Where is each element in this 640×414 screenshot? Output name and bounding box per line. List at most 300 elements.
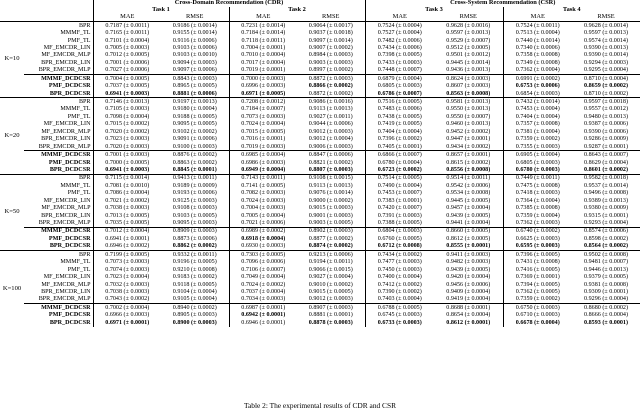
metric-cell: 0.7340 (± 0.0006) bbox=[503, 44, 572, 51]
metric-cell: 0.7004 (± 0.0005) bbox=[93, 75, 161, 83]
metric-cell: 0.9581 (± 0.0013) bbox=[434, 98, 503, 106]
metric-cell: 0.6788 (± 0.0005) bbox=[365, 304, 434, 312]
method-name: BPR_DCDCSR bbox=[49, 319, 91, 326]
metric-cell: 0.8624 (± 0.0003) bbox=[434, 75, 503, 83]
metric-cell: 0.9628 (± 0.0016) bbox=[434, 22, 503, 30]
header-metric: MAE bbox=[365, 14, 434, 22]
metric-cell: 0.8710 (± 0.0004) bbox=[572, 75, 640, 83]
table-row bbox=[0, 37, 640, 44]
method-name: MMMF_DCDCSR bbox=[24, 227, 93, 235]
table-row bbox=[0, 174, 640, 182]
table-row bbox=[0, 319, 640, 326]
table-row bbox=[0, 296, 640, 304]
metric-cell: 0.7357 (± 0.0008) bbox=[503, 121, 572, 128]
metric-cell: 0.7043 (± 0.0002) bbox=[93, 296, 161, 304]
metric-cell: 0.9097 (± 0.0014) bbox=[308, 37, 353, 44]
metric-cell: 0.7000 (± 0.0003) bbox=[229, 75, 297, 83]
metric-cell: 0.9514 (± 0.0011) bbox=[434, 174, 503, 182]
metric-cell: 0.7015 (± 0.0005) bbox=[229, 128, 297, 135]
metric-cell: 0.9502 (± 0.0008) bbox=[572, 251, 640, 259]
metric-cell: 0.7490 (± 0.0004) bbox=[365, 182, 434, 189]
metric-cell: 0.9100 (± 0.0003) bbox=[172, 143, 217, 150]
metric-cell: 0.9381 (± 0.0008) bbox=[584, 281, 628, 288]
metric-cell: 0.9104 (± 0.0004) bbox=[172, 288, 217, 295]
metric-cell: 0.6866 (± 0.0007) bbox=[365, 151, 434, 159]
table-row bbox=[0, 121, 640, 128]
metric-cell: 0.7105 (± 0.0003) bbox=[93, 106, 161, 113]
metric-cell: 0.7396 (± 0.0002) bbox=[365, 136, 434, 143]
method-name: MF_EMCDR_LIN bbox=[43, 274, 91, 281]
metric-cell: 0.6949 (± 0.0004) bbox=[229, 166, 297, 174]
metric-cell: 0.6678 (± 0.0004) bbox=[503, 319, 572, 326]
table-row bbox=[0, 44, 640, 51]
metric-cell: 0.9537 (± 0.0014) bbox=[584, 182, 628, 189]
metric-cell: 0.7359 (± 0.0002) bbox=[503, 296, 572, 304]
table-row bbox=[0, 113, 640, 120]
table-row bbox=[0, 273, 640, 280]
method-name: MMMF_TL bbox=[60, 182, 91, 189]
metric-cell: 0.7118 (± 0.0011) bbox=[229, 37, 297, 44]
metric-cell: 0.7023 (± 0.0004) bbox=[93, 273, 161, 280]
metric-cell: 0.9076 (± 0.0014) bbox=[308, 190, 353, 197]
metric-cell: 0.7002 (± 0.0004) bbox=[93, 304, 161, 312]
metric-cell: 0.7017 (± 0.0004) bbox=[229, 59, 297, 66]
metric-cell: 0.7037 (± 0.0004) bbox=[229, 288, 297, 295]
metric-cell: 0.7106 (± 0.0007) bbox=[229, 266, 297, 273]
metric-cell: 0.9550 (± 0.0007) bbox=[446, 113, 491, 120]
metric-cell: 0.6753 (± 0.0006) bbox=[503, 83, 572, 90]
metric-cell: 0.6930 (± 0.0003) bbox=[229, 243, 297, 251]
metric-cell: 0.7038 (± 0.0003) bbox=[93, 288, 161, 295]
metric-cell: 0.9012 (± 0.0003) bbox=[308, 128, 353, 135]
method-name: MF_EMCDR_MLP bbox=[41, 52, 91, 59]
metric-cell: 0.9434 (± 0.0002) bbox=[446, 143, 491, 150]
metric-cell: 0.6805 (± 0.0003) bbox=[365, 83, 434, 90]
method-name: MF_EMCDR_LIN bbox=[43, 121, 91, 128]
metric-cell: 0.9027 (± 0.0004) bbox=[308, 274, 353, 281]
metric-cell: 0.7398 (± 0.0005) bbox=[365, 52, 434, 59]
method-name: PMF_TL bbox=[67, 190, 91, 197]
metric-cell: 0.7431 (± 0.0008) bbox=[503, 259, 572, 266]
metric-cell: 0.8876 (± 0.0002) bbox=[161, 151, 229, 159]
method-name: MF_EMCDR_LIN bbox=[43, 44, 91, 51]
metric-cell: 0.7208 (± 0.0012) bbox=[229, 98, 297, 106]
metric-cell: 0.6750 (± 0.0003) bbox=[503, 304, 572, 312]
metric-cell: 0.7005 (± 0.0004) bbox=[229, 212, 297, 219]
metric-cell: 0.7362 (± 0.0005) bbox=[503, 288, 572, 295]
metric-cell: 0.7020 (± 0.0002) bbox=[93, 128, 161, 135]
metric-cell: 0.8556 (± 0.0008) bbox=[446, 166, 491, 173]
metric-cell: 0.8909 (± 0.0003) bbox=[161, 227, 229, 235]
method-name: PMF_DCDCSR bbox=[48, 312, 91, 319]
table-row bbox=[0, 288, 640, 295]
metric-cell: 0.8612 (± 0.0001) bbox=[446, 319, 491, 326]
metric-cell: 0.7034 (± 0.0003) bbox=[229, 296, 297, 304]
metric-cell: 0.6987 (± 0.0001) bbox=[229, 304, 297, 312]
metric-cell: 0.7049 (± 0.0004) bbox=[229, 273, 297, 280]
metric-cell: 0.7074 (± 0.0003) bbox=[93, 266, 161, 273]
metric-cell: 0.8654 (± 0.0004) bbox=[446, 312, 491, 319]
table-row bbox=[0, 190, 640, 197]
metric-cell: 0.9103 (± 0.0010) bbox=[172, 52, 217, 59]
metric-cell: 0.9183 (± 0.0002) bbox=[172, 274, 217, 281]
metric-cell: 0.6941 (± 0.0003) bbox=[93, 90, 161, 98]
metric-cell: 0.7184 (± 0.0007) bbox=[229, 106, 297, 113]
metric-cell: 0.9064 (± 0.0017) bbox=[297, 22, 365, 30]
method-name: BPR_EMCDR_LIN bbox=[41, 212, 91, 219]
metric-cell: 0.7355 (± 0.0003) bbox=[503, 143, 572, 151]
method-name: BPR_EMCDR_MLP bbox=[38, 296, 91, 303]
table-row bbox=[0, 98, 640, 106]
header-task-4: Task 4 bbox=[503, 7, 640, 14]
table-row bbox=[0, 251, 640, 259]
table-row bbox=[0, 67, 640, 75]
metric-cell: 0.8878 (± 0.0003) bbox=[308, 319, 353, 326]
method-name: BPR bbox=[24, 98, 93, 106]
metric-cell: 0.7143 (± 0.0011) bbox=[229, 174, 297, 182]
metric-cell: 0.9037 (± 0.0018) bbox=[308, 30, 353, 37]
table-row bbox=[0, 182, 640, 189]
metric-cell: 0.9113 (± 0.0013) bbox=[308, 182, 353, 189]
metric-cell: 0.8574 (± 0.0006) bbox=[572, 227, 640, 235]
metric-cell: 0.9097 (± 0.0006) bbox=[172, 67, 217, 74]
metric-cell: 0.7449 (± 0.0011) bbox=[503, 174, 572, 182]
metric-cell: 0.9103 (± 0.0005) bbox=[172, 212, 217, 219]
metric-cell: 0.9066 (± 0.0015) bbox=[308, 266, 353, 273]
metric-cell: 0.9413 (± 0.0011) bbox=[161, 174, 229, 182]
metric-cell: 0.9103 (± 0.0006) bbox=[172, 44, 217, 51]
method-name: MMMF_TL bbox=[60, 259, 91, 266]
metric-cell: 0.9550 (± 0.0013) bbox=[446, 106, 491, 113]
metric-cell: 0.7513 (± 0.0004) bbox=[503, 29, 572, 36]
metric-cell: 0.9557 (± 0.0012) bbox=[584, 106, 628, 113]
metric-cell: 0.6595 (± 0.0003) bbox=[503, 243, 572, 251]
metric-cell: 0.9411 (± 0.0003) bbox=[434, 251, 503, 259]
method-name: MMMF_DCDCSR bbox=[24, 75, 93, 83]
metric-cell: 0.8843 (± 0.0003) bbox=[161, 75, 229, 83]
metric-cell: 0.9542 (± 0.0006) bbox=[446, 182, 491, 189]
header-metric: RMSE bbox=[186, 14, 204, 21]
header-cdr: Cross-Domain Recommendation (CDR) bbox=[93, 0, 365, 7]
table-row bbox=[0, 304, 640, 312]
table-row bbox=[0, 243, 640, 251]
table-row bbox=[0, 197, 640, 204]
metric-cell: 0.7440 (± 0.0014) bbox=[503, 37, 572, 44]
header-task-2: Task 2 bbox=[229, 7, 365, 14]
metric-cell: 0.8598 (± 0.0002) bbox=[584, 235, 628, 242]
table-row bbox=[0, 235, 640, 242]
metric-cell: 0.9452 (± 0.0002) bbox=[446, 128, 491, 135]
metric-cell: 0.9105 (± 0.0004) bbox=[172, 296, 217, 303]
metric-cell: 0.7073 (± 0.0003) bbox=[93, 259, 161, 266]
metric-cell: 0.9116 (± 0.0006) bbox=[172, 37, 217, 44]
metric-cell: 0.6989 (± 0.0002) bbox=[229, 227, 297, 235]
table-row bbox=[0, 143, 640, 151]
metric-cell: 0.9574 (± 0.0014) bbox=[584, 37, 628, 44]
metric-cell: 0.7021 (± 0.0006) bbox=[229, 219, 297, 227]
table-row bbox=[0, 166, 640, 174]
table-row bbox=[0, 227, 640, 235]
metric-cell: 0.9095 (± 0.0005) bbox=[172, 121, 217, 128]
metric-cell: 0.7391 (± 0.0003) bbox=[365, 212, 434, 219]
method-name: MMMF_TL bbox=[60, 30, 91, 37]
metric-cell: 0.8807 (± 0.0003) bbox=[308, 166, 353, 173]
method-name: PMF_DCDCSR bbox=[48, 159, 91, 166]
metric-cell: 0.9194 (± 0.0011) bbox=[308, 259, 353, 266]
method-name: BPR_EMCDR_MLP bbox=[38, 143, 91, 150]
metric-cell: 0.7019 (± 0.0001) bbox=[229, 67, 297, 75]
method-name: BPR_DCDCSR bbox=[49, 166, 91, 173]
metric-cell: 0.7013 (± 0.0005) bbox=[93, 212, 161, 219]
metric-cell: 0.9118 (± 0.0005) bbox=[172, 281, 217, 288]
metric-cell: 0.6745 (± 0.0003) bbox=[365, 312, 434, 319]
metric-cell: 0.8710 (± 0.0002) bbox=[584, 90, 628, 97]
table-row bbox=[0, 259, 640, 266]
metric-cell: 0.7027 (± 0.0006) bbox=[93, 67, 161, 75]
method-name: BPR bbox=[24, 22, 93, 30]
metric-cell: 0.7024 (± 0.0004) bbox=[229, 121, 297, 128]
metric-cell: 0.6941 (± 0.0003) bbox=[93, 166, 161, 174]
metric-cell: 0.6804 (± 0.0003) bbox=[365, 227, 434, 235]
metric-cell: 0.8601 (± 0.0002) bbox=[584, 166, 628, 173]
metric-cell: 0.7037 (± 0.0005) bbox=[93, 83, 161, 90]
metric-cell: 0.6780 (± 0.0004) bbox=[365, 159, 434, 166]
table-row bbox=[0, 75, 640, 83]
metric-cell: 0.7405 (± 0.0001) bbox=[365, 143, 434, 151]
metric-cell: 0.7448 (± 0.0007) bbox=[365, 67, 434, 75]
metric-cell: 0.7004 (± 0.0001) bbox=[229, 44, 297, 51]
metric-cell: 0.9293 (± 0.0004) bbox=[584, 220, 628, 227]
metric-cell: 0.7021 (± 0.0002) bbox=[93, 197, 161, 204]
metric-cell: 0.9180 (± 0.0004) bbox=[172, 106, 217, 113]
metric-cell: 0.8657 (± 0.0001) bbox=[434, 151, 503, 159]
metric-cell: 0.9496 (± 0.0008) bbox=[584, 190, 628, 197]
metric-cell: 0.8902 (± 0.0003) bbox=[297, 227, 365, 235]
metric-cell: 0.8872 (± 0.0003) bbox=[297, 75, 365, 83]
metric-cell: 0.9441 (± 0.0004) bbox=[446, 220, 491, 227]
metric-cell: 0.8666 (± 0.0004) bbox=[584, 312, 628, 319]
header-metric: RMSE bbox=[322, 14, 340, 21]
metric-cell: 0.9296 (± 0.0004) bbox=[584, 296, 628, 303]
method-name: PMF_DCDCSR bbox=[48, 83, 91, 90]
metric-cell: 0.9390 (± 0.0014) bbox=[584, 52, 628, 59]
metric-cell: 0.7015 (± 0.0002) bbox=[93, 121, 161, 128]
k-label: K=100 bbox=[0, 251, 24, 327]
metric-cell: 0.9010 (± 0.0002) bbox=[308, 281, 353, 288]
metric-cell: 0.7453 (± 0.0004) bbox=[503, 106, 572, 113]
metric-cell: 0.7032 (± 0.0003) bbox=[93, 281, 161, 288]
metric-cell: 0.7187 (± 0.0011) bbox=[93, 22, 161, 30]
metric-cell: 0.9332 (± 0.0011) bbox=[161, 251, 229, 259]
metric-cell: 0.6786 (± 0.0007) bbox=[365, 90, 434, 98]
metric-cell: 0.9294 (± 0.0003) bbox=[584, 59, 628, 66]
metric-cell: 0.7012 (± 0.0005) bbox=[93, 52, 161, 59]
metric-cell: 0.7303 (± 0.0005) bbox=[229, 251, 297, 259]
metric-cell: 0.6971 (± 0.0001) bbox=[93, 319, 161, 326]
method-name: MMMF_TL bbox=[60, 106, 91, 113]
method-name: MMMF_DCDCSR bbox=[24, 304, 93, 312]
metric-cell: 0.9582 (± 0.0018) bbox=[572, 174, 640, 182]
metric-cell: 0.7475 (± 0.0008) bbox=[503, 182, 572, 189]
metric-cell: 0.8881 (± 0.0001) bbox=[308, 312, 353, 319]
metric-cell: 0.9390 (± 0.0006) bbox=[584, 128, 628, 135]
metric-cell: 0.9534 (± 0.0008) bbox=[446, 190, 491, 197]
metric-cell: 0.7081 (± 0.0010) bbox=[93, 182, 161, 189]
metric-cell: 0.8873 (± 0.0006) bbox=[172, 235, 217, 242]
method-name: BPR_DCDCSR bbox=[49, 90, 91, 97]
metric-cell: 0.9456 (± 0.0006) bbox=[446, 281, 491, 288]
metric-cell: 0.6712 (± 0.0008) bbox=[365, 243, 434, 251]
metric-cell: 0.8862 (± 0.0002) bbox=[172, 243, 217, 250]
header-metric: RMSE bbox=[459, 14, 477, 21]
metric-cell: 0.9003 (± 0.0005) bbox=[308, 220, 353, 227]
table-row bbox=[0, 159, 640, 166]
method-name: MF_EMCDR_MLP bbox=[41, 205, 91, 212]
metric-cell: 0.9390 (± 0.0013) bbox=[584, 44, 628, 51]
metric-cell: 0.8615 (± 0.0002) bbox=[446, 159, 491, 166]
metric-cell: 0.9155 (± 0.0014) bbox=[172, 30, 217, 37]
metric-cell: 0.7359 (± 0.0004) bbox=[503, 212, 572, 219]
method-name: PMF_TL bbox=[67, 113, 91, 120]
metric-cell: 0.9210 (± 0.0008) bbox=[172, 266, 217, 273]
metric-cell: 0.7524 (± 0.0011) bbox=[503, 22, 572, 30]
metric-cell: 0.7420 (± 0.0007) bbox=[365, 205, 434, 212]
header-task-3: Task 3 bbox=[365, 7, 503, 14]
metric-cell: 0.9420 (± 0.0004) bbox=[446, 274, 491, 281]
metric-cell: 0.7004 (± 0.0003) bbox=[229, 205, 297, 212]
metric-cell: 0.9439 (± 0.0005) bbox=[446, 266, 491, 273]
metric-cell: 0.9460 (± 0.0013) bbox=[446, 121, 491, 128]
method-name: MF_EMCDR_LIN bbox=[43, 197, 91, 204]
metric-cell: 0.7019 (± 0.0003) bbox=[229, 143, 297, 151]
method-name: PMF_TL bbox=[67, 37, 91, 44]
metric-cell: 0.7524 (± 0.0004) bbox=[365, 22, 434, 30]
metric-cell: 0.7400 (± 0.0004) bbox=[365, 273, 434, 280]
metric-cell: 0.9389 (± 0.0013) bbox=[584, 197, 628, 204]
metric-cell: 0.6985 (± 0.0004) bbox=[229, 151, 297, 159]
method-name: PMF_TL bbox=[67, 266, 91, 273]
metric-cell: 0.9380 (± 0.0009) bbox=[584, 205, 628, 212]
metric-cell: 0.6740 (± 0.0002) bbox=[503, 227, 572, 235]
metric-cell: 0.7369 (± 0.0001) bbox=[503, 273, 572, 280]
metric-cell: 0.7477 (± 0.0003) bbox=[365, 259, 434, 266]
metric-cell: 0.9439 (± 0.0005) bbox=[446, 212, 491, 219]
metric-cell: 0.7432 (± 0.0014) bbox=[503, 98, 572, 106]
metric-cell: 0.9012 (± 0.0004) bbox=[308, 136, 353, 143]
metric-cell: 0.7038 (± 0.0003) bbox=[93, 205, 161, 212]
metric-cell: 0.9186 (± 0.0014) bbox=[161, 22, 229, 30]
metric-cell: 0.9015 (± 0.0003) bbox=[308, 205, 353, 212]
table-row bbox=[0, 83, 640, 90]
metric-cell: 0.9436 (± 0.0013) bbox=[446, 67, 491, 74]
metric-cell: 0.9445 (± 0.0005) bbox=[446, 197, 491, 204]
table-caption: Table 2: The experimental results of CDR and CSR bbox=[243, 401, 397, 410]
metric-cell: 0.7199 (± 0.0005) bbox=[93, 251, 161, 259]
metric-cell: 0.9108 (± 0.0003) bbox=[172, 205, 217, 212]
metric-cell: 0.8643 (± 0.0007) bbox=[572, 151, 640, 159]
metric-cell: 0.9044 (± 0.0006) bbox=[308, 121, 353, 128]
metric-cell: 0.7453 (± 0.0007) bbox=[365, 190, 434, 197]
k-label: K=50 bbox=[0, 174, 24, 250]
metric-cell: 0.8874 (± 0.0002) bbox=[308, 243, 353, 250]
metric-cell: 0.7086 (± 0.0004) bbox=[93, 190, 161, 197]
metric-cell: 0.7450 (± 0.0003) bbox=[365, 266, 434, 273]
metric-cell: 0.7433 (± 0.0003) bbox=[365, 59, 434, 66]
metric-cell: 0.9102 (± 0.0002) bbox=[172, 128, 217, 135]
table-row bbox=[0, 136, 640, 143]
metric-cell: 0.8555 (± 0.0001) bbox=[446, 243, 491, 250]
metric-cell: 0.7419 (± 0.0005) bbox=[365, 121, 434, 128]
metric-cell: 0.8900 (± 0.0003) bbox=[172, 319, 217, 326]
metric-cell: 0.7073 (± 0.0003) bbox=[229, 113, 297, 120]
metric-cell: 0.8629 (± 0.0004) bbox=[584, 159, 628, 166]
metric-cell: 0.9196 (± 0.0005) bbox=[172, 259, 217, 266]
metric-cell: 0.8593 (± 0.0001) bbox=[584, 319, 628, 326]
metric-cell: 0.7434 (± 0.0006) bbox=[365, 44, 434, 51]
table-row bbox=[0, 90, 640, 98]
metric-cell: 0.9189 (± 0.0009) bbox=[172, 182, 217, 189]
metric-cell: 0.9003 (± 0.0003) bbox=[308, 59, 353, 66]
table-row bbox=[0, 151, 640, 159]
metric-cell: 0.7035 (± 0.0005) bbox=[93, 219, 161, 227]
metric-cell: 0.9597 (± 0.0018) bbox=[572, 98, 640, 106]
metric-cell: 0.7000 (± 0.0005) bbox=[93, 159, 161, 166]
metric-cell: 0.7403 (± 0.0004) bbox=[365, 296, 434, 304]
method-name: BPR_EMCDR_MLP bbox=[38, 67, 91, 74]
metric-cell: 0.8907 (± 0.0003) bbox=[297, 304, 365, 312]
metric-cell: 0.9628 (± 0.0014) bbox=[572, 22, 640, 30]
metric-cell: 0.9529 (± 0.0007) bbox=[446, 37, 491, 44]
header-task-1: Task 1 bbox=[93, 7, 229, 14]
metric-cell: 0.7514 (± 0.0005) bbox=[365, 174, 434, 182]
metric-cell: 0.8965 (± 0.0005) bbox=[172, 83, 217, 90]
metric-cell: 0.7381 (± 0.0004) bbox=[503, 128, 572, 135]
metric-cell: 0.9445 (± 0.0014) bbox=[446, 59, 491, 66]
metric-cell: 0.7359 (± 0.0002) bbox=[503, 136, 572, 143]
metric-cell: 0.9188 (± 0.0005) bbox=[172, 113, 217, 120]
metric-cell: 0.8660 (± 0.0005) bbox=[434, 227, 503, 235]
metric-cell: 0.7082 (± 0.0003) bbox=[229, 190, 297, 197]
metric-cell: 0.7184 (± 0.0014) bbox=[229, 29, 297, 36]
method-name: BPR_EMCDR_LIN bbox=[41, 59, 91, 66]
metric-cell: 0.7098 (± 0.0004) bbox=[93, 113, 161, 120]
metric-cell: 0.7023 (± 0.0003) bbox=[93, 136, 161, 143]
k-label: K=20 bbox=[0, 98, 24, 174]
metric-cell: 0.6996 (± 0.0003) bbox=[229, 83, 297, 90]
metric-cell: 0.9295 (± 0.0004) bbox=[584, 67, 628, 74]
metric-cell: 0.9015 (± 0.0005) bbox=[308, 288, 353, 295]
header-metric: RMSE bbox=[597, 14, 615, 21]
metric-cell: 0.7412 (± 0.0002) bbox=[365, 281, 434, 288]
metric-cell: 0.9387 (± 0.0006) bbox=[584, 121, 628, 128]
metric-cell: 0.8877 (± 0.0002) bbox=[308, 235, 353, 242]
metric-cell: 0.8845 (± 0.0001) bbox=[172, 166, 217, 173]
metric-cell: 0.7101 (± 0.0004) bbox=[93, 37, 161, 44]
metric-cell: 0.9482 (± 0.0003) bbox=[446, 259, 491, 266]
metric-cell: 0.8866 (± 0.0002) bbox=[308, 83, 353, 90]
metric-cell: 0.9286 (± 0.0009) bbox=[584, 136, 628, 143]
table-row bbox=[0, 59, 640, 66]
metric-cell: 0.6966 (± 0.0003) bbox=[93, 312, 161, 319]
metric-cell: 0.7096 (± 0.0006) bbox=[229, 259, 297, 266]
metric-cell: 0.9086 (± 0.0016) bbox=[297, 98, 365, 106]
metric-cell: 0.8563 (± 0.0008) bbox=[446, 90, 491, 97]
metric-cell: 0.6760 (± 0.0005) bbox=[365, 235, 434, 242]
metric-cell: 0.9419 (± 0.0004) bbox=[446, 296, 491, 303]
metric-cell: 0.7362 (± 0.0003) bbox=[503, 219, 572, 227]
metric-cell: 0.7020 (± 0.0003) bbox=[93, 143, 161, 151]
metric-cell: 0.7388 (± 0.0005) bbox=[365, 219, 434, 227]
